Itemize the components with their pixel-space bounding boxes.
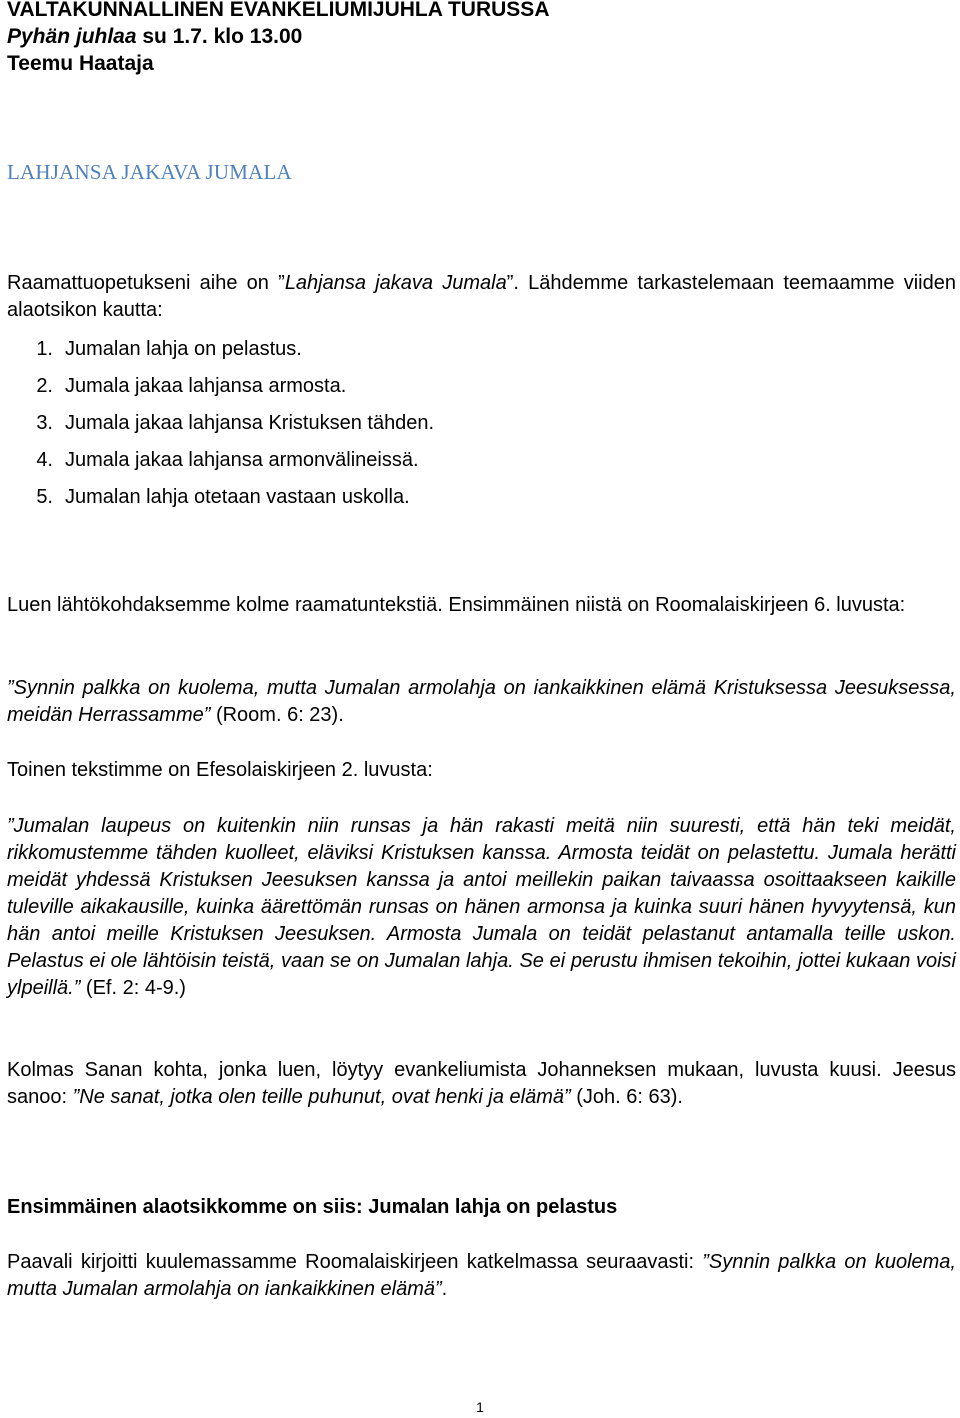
list-item-number: 3.	[36, 412, 53, 434]
subheading: Ensimmäinen alaotsikkomme on siis: Jumalan lahja on pelastus	[7, 1196, 618, 1218]
speaker-name: Teemu Haataja	[7, 52, 154, 75]
second-text-intro: Toinen tekstimme on Efesolaiskirjeen 2. luvusta:	[7, 759, 433, 781]
list-item-text: Jumalan lahja on pelastus.	[65, 338, 302, 360]
intro-topic: Lahjansa jakava Jumala	[284, 272, 507, 294]
texts-intro-paragraph: Luen lähtökohdaksemme kolme raamatuntekstiä. Ensimmäinen niistä on Roomalaiskirjeen 6. luvusta:	[7, 594, 906, 616]
event-time-italic: Pyhän juhlaa	[7, 25, 137, 48]
list-item-number: 5.	[36, 486, 53, 508]
quote-ephesians-ref: (Ef. 2: 4-9.)	[80, 977, 186, 999]
last-paragraph	[7, 1249, 956, 1303]
event-time	[7, 23, 956, 50]
list-item-text: Jumala jakaa lahjansa Kristuksen tähden.	[65, 412, 435, 434]
third-text-ref: (Joh. 6: 63).	[570, 1086, 683, 1108]
last-quote: ”Synnin palkka on kuolema, mutta Jumalan armolahja on iankaikkinen elämä”	[7, 1251, 956, 1300]
list-item-text: Jumalan lahja otetaan vastaan uskolla.	[65, 486, 410, 508]
list-item-text: Jumala jakaa lahjansa armonvälineissä.	[65, 449, 419, 471]
intro-a: Raamattuopetukseni aihe on ”	[7, 272, 285, 294]
page-number: 1	[476, 1399, 484, 1415]
list-item	[7, 373, 956, 410]
quote-ephesians	[7, 813, 956, 1002]
list-item	[7, 336, 956, 373]
quote-romans	[7, 675, 956, 729]
list-item	[7, 447, 956, 484]
list-item-number: 4.	[36, 449, 53, 471]
quote-ephesians-text: ”Jumalan laupeus on kuitenkin niin runsas ja hän rakasti meitä niin suuresti, että hän teki meidät, rikkomustemme tähden kuolleet, eläviksi Kristuksen kanssa. Armosta teidät on pelastettu. Jumala herätti meidät yhdessä Kristuksen Jeesuksen kanssa ja antoi meillekin paikan taivaassa osoittaakseen kaikille tuleville aikakausille, kuinka äärettömän runsas on hänen armonsa ja kuinka suuri hänen hyvyytensä, kun hän antoi meille Kristuksen Jeesuksen. Armosta Jumala on teidät pelastanut antamalla teille uskon. Pelastus ei ole lähtöisin teistä, vaan se on Jumalan lahja. Se ei perustu ihmisen tekoihin, jottei kukaan voisi ylpeillä.”	[7, 815, 956, 999]
list-item	[7, 410, 956, 447]
list-item	[7, 484, 956, 521]
quote-romans-text: ”Synnin palkka on kuolema, mutta Jumalan armolahja on iankaikkinen elämä Kristuksessa Jeesuksessa, meidän Herrassamme”	[7, 677, 956, 726]
list-item-number: 1.	[36, 338, 53, 360]
third-text-quote: ”Ne sanat, jotka olen teille puhunut, ovat henki ja elämä”	[72, 1086, 571, 1108]
event-title: VALTAKUNNALLINEN EVANKELIUMIJUHLA TURUSSA	[7, 0, 550, 21]
quote-romans-ref: (Room. 6: 23).	[210, 704, 344, 726]
list-item-number: 2.	[36, 375, 53, 397]
third-text-a: Kolmas Sanan kohta, jonka luen, löytyy evankeliumista Johanneksen mukaan, luvusta kuusi. Jeesus sanoo:	[7, 1059, 956, 1108]
document-title: LAHJANSA JAKAVA JUMALA	[7, 160, 292, 184]
subtopic-list	[7, 336, 956, 521]
intro-c: ”. Lähdemme tarkastelemaan teemaamme viiden alaotsikon kautta:	[7, 272, 956, 321]
last-c: .	[441, 1278, 448, 1300]
document-header	[7, 0, 956, 77]
intro-paragraph	[7, 270, 956, 324]
third-text-paragraph	[7, 1057, 956, 1111]
last-a: Paavali kirjoitti kuulemassamme Roomalaiskirjeen katkelmassa seuraavasti:	[7, 1251, 703, 1273]
event-time-rest: su 1.7. klo 13.00	[136, 25, 303, 48]
list-item-text: Jumala jakaa lahjansa armosta.	[65, 375, 347, 397]
